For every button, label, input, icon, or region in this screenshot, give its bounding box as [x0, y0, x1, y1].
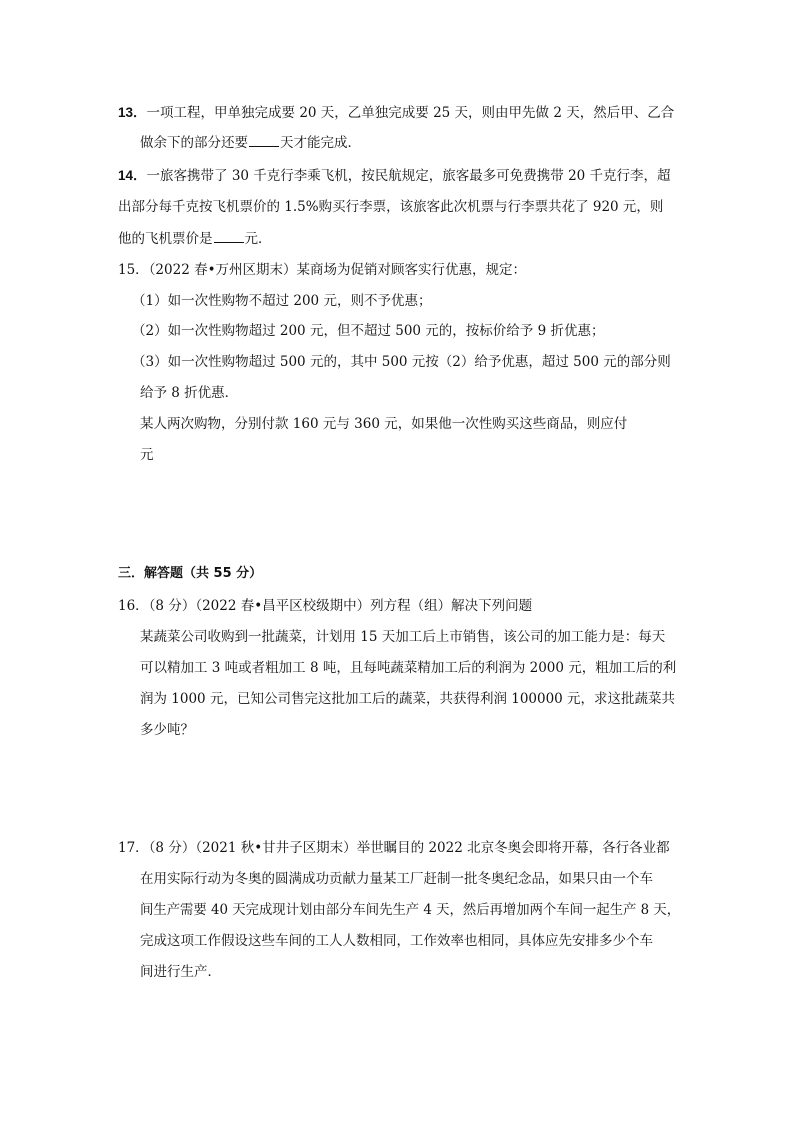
question-14-line-3 — [118, 228, 272, 249]
question-14-line-1 — [118, 166, 671, 186]
question-15-line-6: 元 — [140, 447, 154, 463]
question-16-line-2: 某蔬菜公司收购到一批蔬菜，计划用 15 天加工后上市销售，该公司的加工能力是：每天 — [140, 629, 666, 645]
answer-blank[interactable] — [249, 132, 279, 147]
question-17-line-3: 间生产需要 40 天完成现计划由部分车间先生产 4 天，然后再增加两个车间一起生产 8 天， — [140, 902, 681, 918]
question-13-line-1 — [118, 103, 674, 123]
question-13-text-2a: 做余下的部分还要 — [140, 135, 248, 151]
question-17-number: 17． — [118, 840, 149, 856]
question-15-text-1: （2022 春•万州区期末）某商场为促销对顾客实行优惠，规定： — [148, 262, 527, 278]
question-17-line-4: 完成这项工作假设这些车间的工人人数相同，工作效率也相同，具体应先安排多少个车 — [140, 933, 653, 949]
section-title: 三．解答题（共 55 分） — [118, 566, 263, 581]
question-17-text-1: （8 分）（2021 秋•甘井子区期末）举世瞩目的 2022 北京冬奥会即将开幕，各行各业都 — [148, 840, 670, 856]
question-13-number: 13． — [118, 105, 147, 120]
question-14-number: 14． — [118, 168, 147, 183]
question-15-line-5: 某人两次购物，分别付款 160 元与 360 元，如果他一次性购买这些商品，则应付 — [140, 416, 628, 432]
question-14-text-3a: 他的飞机票价是 — [118, 231, 213, 247]
answer-blank[interactable] — [214, 228, 244, 243]
question-16-text-1: （8 分）（2022 春•昌平区校级期中）列方程（组）解决下列问题 — [148, 598, 533, 614]
question-13-line-2 — [140, 132, 361, 153]
question-15-item-3a: （3）如一次性购物超过 500 元的，其中 500 元按（2）给予优惠，超过 500 元的部分则 — [132, 354, 671, 370]
question-17-line-5: 间进行生产． — [140, 964, 221, 980]
question-13-text-1: 一项工程，甲单独完成要 20 天，乙单独完成要 25 天，则由甲先做 2 天，然后甲、乙合 — [146, 105, 675, 121]
question-14-text-1: 一旅客携带了 30 千克行李乘飞机，按民航规定，旅客最多可免费携带 20 千克行李，超 — [146, 168, 671, 184]
question-16-line-3: 可以精加工 3 吨或者粗加工 8 吨，且每吨蔬菜精加工后的利润为 2000 元，粗加工后的利 — [140, 660, 677, 676]
question-16-line-1 — [118, 596, 532, 616]
question-15-line-1 — [118, 260, 526, 280]
question-14-line-2: 出部分每千克按飞机票价的 1.5%购买行李票，该旅客此次机票与行李票共花了 920 元，则 — [118, 199, 664, 215]
question-13-text-2b: 天才能完成． — [280, 135, 361, 151]
question-15-item-3b: 给予 8 折优惠． — [140, 385, 239, 401]
question-16-number: 16． — [118, 598, 149, 614]
question-14-text-3b: 元． — [244, 231, 272, 247]
question-15-item-1: （1）如一次性购物不超过 200 元，则不予优惠； — [132, 293, 432, 309]
question-17-line-2: 在用实际行动为冬奥的圆满成功贡献力量某工厂赶制一批冬奥纪念品，如果只由一个车 — [140, 871, 653, 887]
question-15-item-2: （2）如一次性购物超过 200 元，但不超过 500 元的，按标价给予 9 折优惠； — [132, 323, 605, 339]
question-15-number: 15． — [118, 262, 149, 278]
question-17-line-1 — [118, 838, 670, 858]
question-16-line-5: 多少吨？ — [140, 722, 194, 738]
question-16-line-4: 润为 1000 元，已知公司售完这批加工后的蔬菜，共获得利润 100000 元，求这批蔬菜共 — [140, 691, 676, 707]
